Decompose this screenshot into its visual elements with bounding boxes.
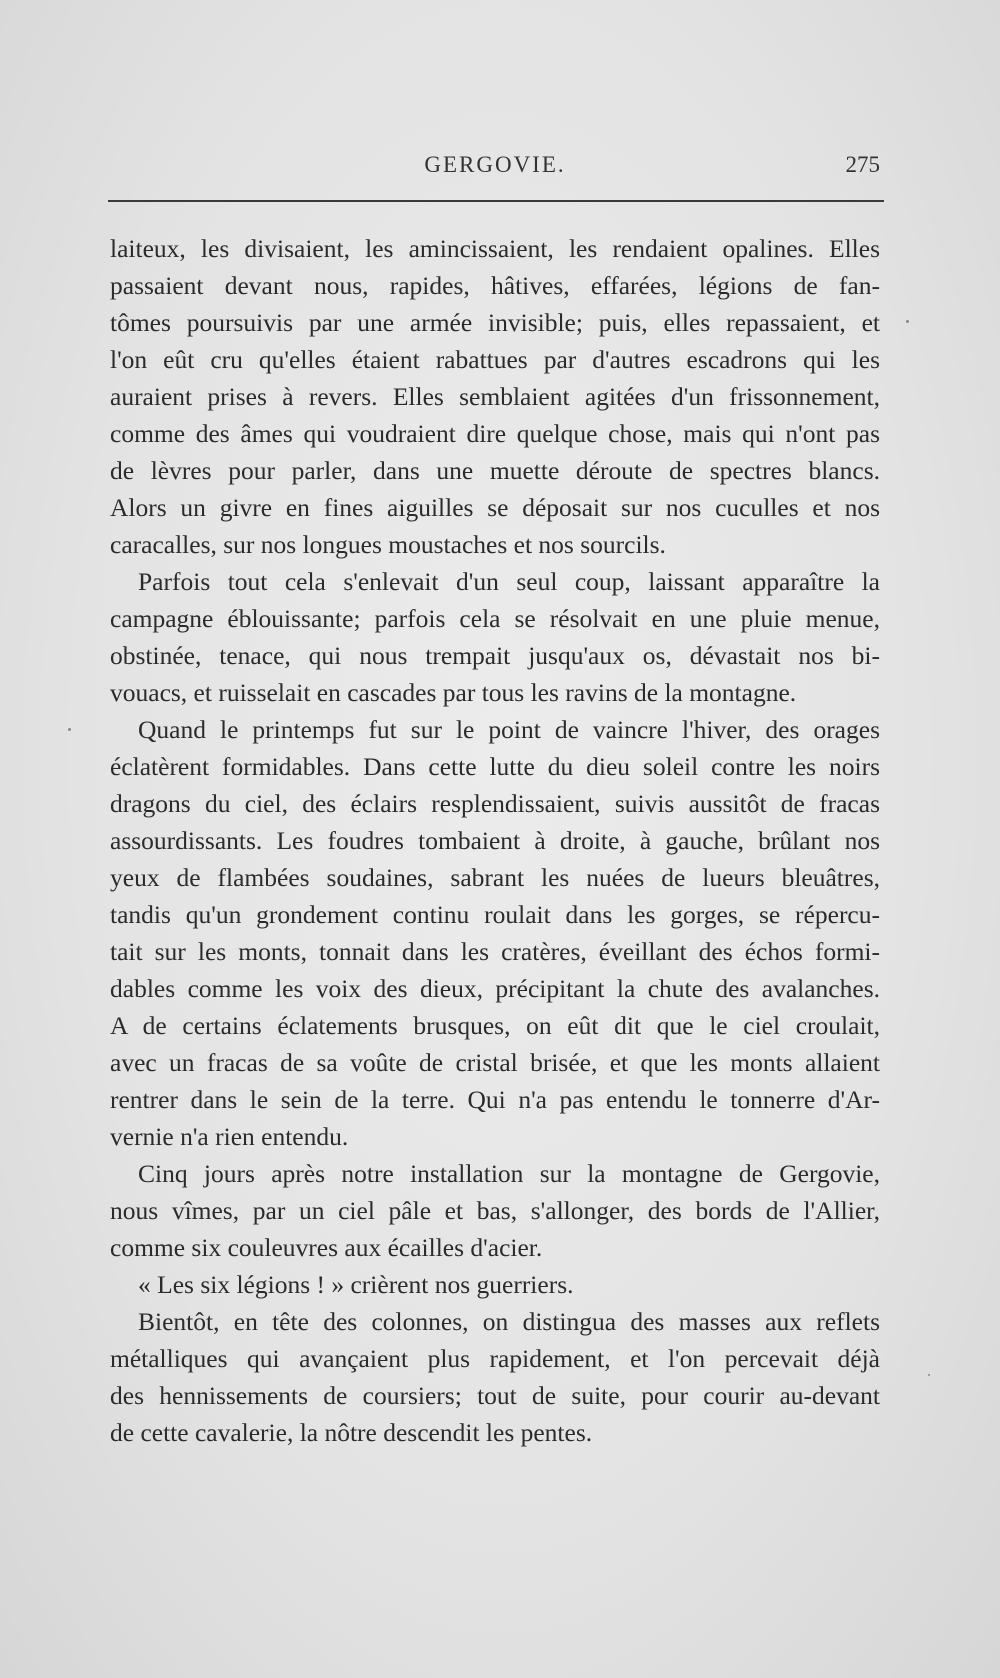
body-text bbox=[110, 230, 880, 1451]
text-line: A de certains éclatements brusques, on eût dit que le ciel croulait, bbox=[110, 1011, 880, 1040]
text-line: rentrer dans le sein de la terre. Qui n'a pas entendu le tonnerre d'Ar- bbox=[110, 1085, 880, 1114]
text-line: nous vîmes, par un ciel pâle et bas, s'allonger, des bords de l'Allier, bbox=[110, 1196, 880, 1225]
text-line: Quand le printemps fut sur le point de vaincre l'hiver, des orages bbox=[138, 715, 880, 744]
paragraph bbox=[110, 1155, 880, 1266]
text-line: de lèvres pour parler, dans une muette déroute de spectres blancs. bbox=[110, 456, 880, 485]
text-line: comme six couleuvres aux écailles d'acier. bbox=[110, 1233, 543, 1262]
paper-speck bbox=[906, 320, 909, 323]
text-line: comme des âmes qui voudraient dire quelque chose, mais qui n'ont pas bbox=[110, 419, 880, 448]
running-title: GERGOVIE. bbox=[424, 152, 566, 177]
text-line: l'on eût cru qu'elles étaient rabattues par d'autres escadrons qui les bbox=[110, 345, 880, 374]
text-line: laiteux, les divisaient, les amincissaient, les rendaient opalines. Elles bbox=[110, 234, 880, 263]
text-line: de cette cavalerie, la nôtre descendit les pentes. bbox=[110, 1418, 593, 1447]
text-line: Bientôt, en tête des colonnes, on distingua des masses aux reflets bbox=[138, 1307, 880, 1336]
paper-speck bbox=[68, 728, 71, 731]
text-line: dragons du ciel, des éclairs resplendissaient, suivis aussitôt de fracas bbox=[110, 789, 880, 818]
text-line: vouacs, et ruisselait en cascades par tous les ravins de la montagne. bbox=[110, 678, 797, 707]
paper-speck bbox=[928, 1374, 930, 1376]
running-head bbox=[110, 152, 880, 188]
text-line: métalliques qui avançaient plus rapidement, et l'on percevait déjà bbox=[110, 1344, 880, 1373]
paragraph bbox=[110, 563, 880, 711]
text-line: tait sur les monts, tonnait dans les cratères, éveillant des échos formi- bbox=[110, 937, 880, 966]
text-line: dables comme les voix des dieux, précipitant la chute des avalanches. bbox=[110, 974, 880, 1003]
text-line: caracalles, sur nos longues moustaches et nos sourcils. bbox=[110, 530, 666, 559]
text-line: Cinq jours après notre installation sur la montagne de Gergovie, bbox=[138, 1159, 880, 1188]
paragraph bbox=[110, 230, 880, 563]
text-line: éclatèrent formidables. Dans cette lutte du dieu soleil contre les noirs bbox=[110, 752, 880, 781]
paragraph bbox=[110, 711, 880, 1155]
text-line: tômes poursuivis par une armée invisible; puis, elles repassaient, et bbox=[110, 308, 880, 337]
text-line: tandis qu'un grondement continu roulait dans les gorges, se répercu- bbox=[110, 900, 880, 929]
text-line: « Les six légions ! » crièrent nos guerriers. bbox=[138, 1270, 574, 1299]
text-line: des hennissements de coursiers; tout de suite, pour courir au-devant bbox=[110, 1381, 880, 1410]
text-line: passaient devant nous, rapides, hâtives, effarées, légions de fan- bbox=[110, 271, 880, 300]
text-line: avec un fracas de sa voûte de cristal brisée, et que les monts allaient bbox=[110, 1048, 880, 1077]
text-line: assourdissants. Les foudres tombaient à droite, à gauche, brûlant nos bbox=[110, 826, 880, 855]
text-line: yeux de flambées soudaines, sabrant les nuées de lueurs bleuâtres, bbox=[110, 863, 880, 892]
text-line: Parfois tout cela s'enlevait d'un seul coup, laissant apparaître la bbox=[138, 567, 880, 596]
paragraph bbox=[110, 1266, 880, 1303]
paragraph bbox=[110, 1303, 880, 1451]
text-line: obstinée, tenace, qui nous trempait jusqu'aux os, dévastait nos bi- bbox=[110, 641, 880, 670]
text-line: auraient prises à revers. Elles semblaient agitées d'un frissonnement, bbox=[110, 382, 880, 411]
page-number: 275 bbox=[845, 152, 880, 177]
header-rule bbox=[108, 200, 884, 202]
text-line: vernie n'a rien entendu. bbox=[110, 1122, 349, 1151]
text-line: campagne éblouissante; parfois cela se résolvait en une pluie menue, bbox=[110, 604, 880, 633]
text-line: Alors un givre en fines aiguilles se déposait sur nos cuculles et nos bbox=[110, 493, 880, 522]
